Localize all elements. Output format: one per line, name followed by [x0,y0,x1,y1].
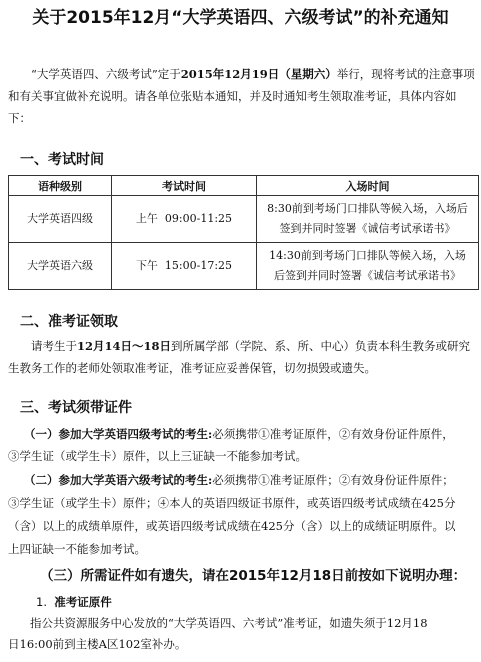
cell-level: 大学英语四级 [9,196,112,243]
sub1-label: （一）参加大学英语四级考试的考生: [24,427,213,441]
collection-date: 12月14日～18日 [77,339,172,353]
entry-line1: 14:30前到考场门口排队等候入场，入场 [269,249,466,262]
table-row [9,196,479,243]
section2-text-b: 到所属学部（学院、系、所、中心）负责本科生教务或研究生教务工作的老师处领取准考证，准考证应妥善保管，切勿损毁或遗失。 [8,339,471,375]
exam-date: 2015年12月19日（星期六） [180,67,337,81]
cell-time: 上午 09:00-11:25 [112,196,257,243]
section1-heading: 一、考试时间 [20,152,104,168]
section3-heading: 三、考试须带证件 [20,400,132,416]
cell-entry [257,196,479,243]
sub2-text: 必须携带①准考证原件；②有效身份证件原件； [212,473,454,487]
sub1-line2: ③学生证（或学生卡）原件，以上三证缺一不能参加考试。 [8,449,307,463]
sub2-line4: 上四证缺一不能参加考试。 [8,542,146,556]
item1-line2: 日16:00前到主楼A区102室补办。 [8,637,187,651]
cell-level: 大学英语六级 [9,243,112,290]
page-title: 关于2015年12月“大学英语四、六级考试”的补充通知 [32,8,449,28]
table-row [9,243,479,290]
table-header-row [9,176,479,196]
sub2-line2: ③学生证（或学生卡）原件；④本人的英语四级证书原件，或英语四级考试成绩在425分 [8,496,456,510]
sub2-line1 [24,470,478,490]
header-level: 语种级别 [9,176,112,196]
schedule-table [8,175,479,290]
entry-line2: 后签到并同时签署《诚信考试承诺书》 [274,269,461,282]
sub1-text: 必须携带①准考证原件，②有效身份证件原件， [212,427,454,441]
header-entry: 入场时间 [257,176,479,196]
item1-title-line [36,592,112,612]
entry-line1: 8:30前到考场门口排队等候入场，入场后 [267,202,468,215]
item1-title: 准考证原件 [54,595,112,609]
section2-text-a: 请考生于 [31,339,77,353]
header-time: 考试时间 [112,176,257,196]
sub2-label: （二）参加大学英语六级考试的考生: [24,473,213,487]
sub1-line1 [24,424,478,444]
intro-paragraph [8,63,476,129]
sub2-line3: （含）以上的成绩单原件，或英语四级考试成绩在425分（含）以上的成绩证明原件。以 [8,519,456,533]
entry-line2: 签到并同时签署《诚信考试承诺书》 [279,222,456,235]
sub3-heading: （三）所需证件如有遗失，请在2015年12月18日前按如下说明办理： [40,568,467,584]
intro-text-b: 举行，现将考试的注意事项和有关事宜做补充说明。请各单位张贴本通知，并及时通知考生领取准考证，具体内容如下： [8,67,475,125]
item1-number: 1. [36,595,47,609]
section2-heading: 二、准考证领取 [20,314,118,330]
cell-entry [257,243,479,290]
section2-paragraph [8,335,476,379]
cell-time: 下午 15:00-17:25 [112,243,257,290]
item1-line1: 指公共资源服务中心发放的“大学英语四、六考试”准考证，如遗失须于12月18 [30,616,428,630]
intro-text-a: “大学英语四、六级考试”定于 [31,67,181,81]
